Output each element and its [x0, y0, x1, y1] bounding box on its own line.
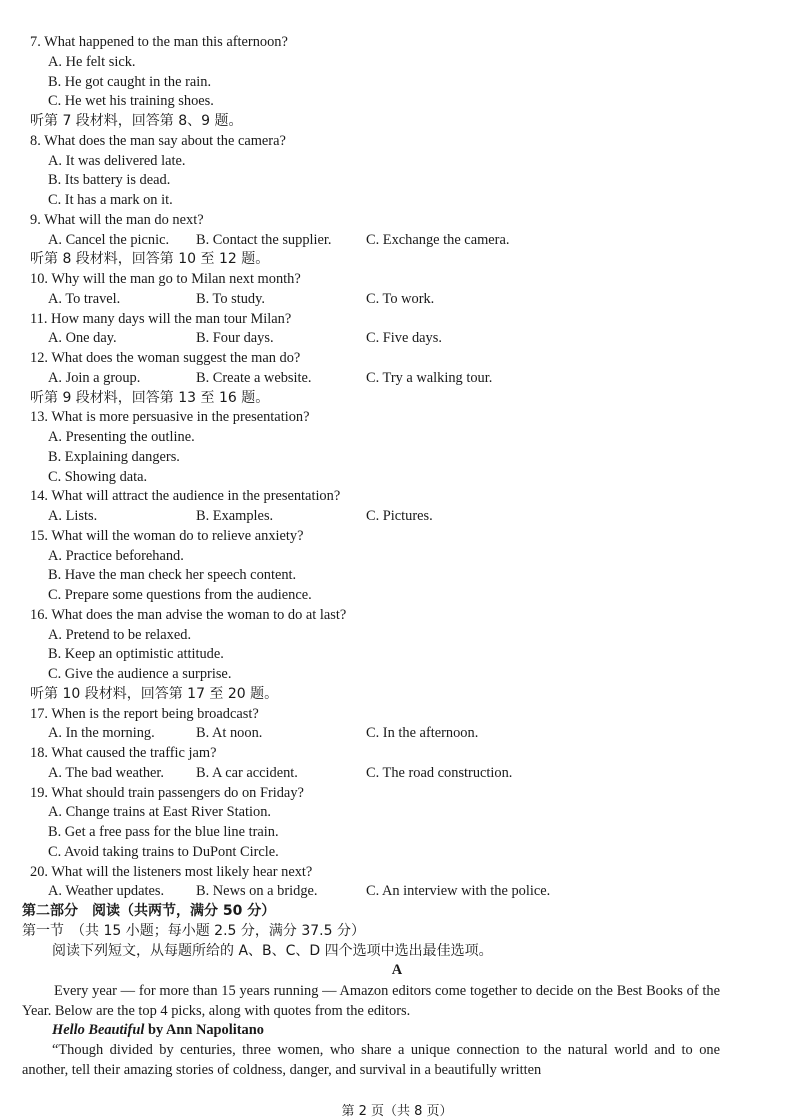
question-stem: 19. What should train passengers do on Friday? [30, 784, 304, 801]
answer-option: C. It has a mark on it. [48, 192, 173, 208]
answer-option: A. Practice beforehand. [48, 547, 184, 564]
answer-option: C. Pictures. [366, 508, 433, 524]
section-instruction: 听第 7 段材料，回答第 8、9 题。 [30, 113, 243, 129]
question-stem: 20. What will the listeners most likely hear next? [30, 863, 313, 880]
answer-option: A. Lists. [48, 508, 98, 524]
answer-option: A. It was delivered late. [48, 152, 186, 169]
book-quote: “Though divided by centuries, three women, who share a unique connection to the natural world and to one another, tell their amazing stories of coldness, danger, and survival in a beautifully written [22, 1041, 720, 1078]
answer-option: C. Exchange the camera. [366, 231, 510, 248]
answer-option: A. The bad weather. [48, 764, 165, 781]
answer-option: C. The road construction. [366, 764, 513, 781]
answer-option: C. Give the audience a surprise. [48, 666, 232, 682]
question-stem: 9. What will the man do next? [30, 211, 204, 228]
section-instruction: 听第 8 段材料，回答第 10 至 12 题。 [30, 251, 270, 268]
answer-option: A. Presenting the outline. [48, 429, 195, 445]
book-author: by Ann Napolitano [144, 1022, 264, 1039]
answer-option: A. Cancel the picnic. [48, 231, 170, 248]
answer-option: C. Five days. [366, 330, 442, 347]
question-stem: 13. What is more persuasive in the presentation? [30, 409, 310, 426]
answer-option: C. Showing data. [48, 468, 148, 485]
question-stem: 11. How many days will the man tour Milan? [30, 310, 292, 327]
answer-option: B. Keep an optimistic attitude. [48, 646, 224, 663]
answer-option: A. One day. [48, 330, 117, 347]
question-stem: 10. Why will the man go to Milan next month? [30, 271, 301, 287]
question-stem: 17. When is the report being broadcast? [30, 705, 259, 722]
answer-option: C. He wet his training shoes. [48, 93, 214, 110]
answer-option: C. Avoid taking trains to DuPont Circle. [48, 843, 279, 860]
answer-option: B. At noon. [196, 725, 263, 742]
page-footer: 第 2 页（共 8 页） [341, 1104, 453, 1119]
answer-option: B. Explaining dangers. [48, 448, 180, 465]
answer-option: B. Its battery is dead. [48, 172, 171, 189]
answer-option: B. Examples. [196, 508, 274, 524]
part-heading: 第二部分 阅读（共两节，满分 50 分） [22, 903, 276, 919]
question-stem: 18. What caused the traffic jam? [30, 745, 217, 761]
answer-option: C. Try a walking tour. [366, 369, 493, 386]
question-stem: 16. What does the man advise the woman to do at last? [30, 606, 347, 623]
answer-option: A. Weather updates. [48, 883, 165, 900]
answer-option: B. He got caught in the rain. [48, 73, 212, 90]
reading-instruction: 阅读下列短文，从每题所给的 A、B、C、D 四个选项中选出最佳选项。 [52, 942, 493, 959]
answer-option: A. In the morning. [48, 725, 155, 742]
answer-option: B. Four days. [196, 330, 274, 347]
answer-option: B. Contact the supplier. [196, 231, 332, 248]
question-stem: 8. What does the man say about the camera? [30, 132, 286, 149]
section-heading: 第一节 （共 15 小题；每小题 2.5 分，满分 37.5 分） [22, 922, 365, 939]
answer-option: B. To study. [196, 290, 265, 307]
answer-option: C. To work. [366, 290, 435, 307]
book-title: Hello Beautiful [52, 1022, 145, 1039]
question-stem: 15. What will the woman do to relieve anxiety? [30, 527, 304, 544]
passage-intro: Every year — for more than 15 years running — Amazon editors come together to decide on the Best Books of the Year. Below are the top 4 picks, along with quotes from the editors. [22, 983, 720, 1019]
answer-option: B. Have the man check her speech content. [48, 567, 297, 584]
answer-option: B. A car accident. [196, 764, 298, 781]
answer-option: A. Join a group. [48, 369, 141, 386]
section-instruction: 听第 9 段材料，回答第 13 至 16 题。 [30, 389, 270, 406]
book-heading [52, 1021, 264, 1040]
answer-option: C. Prepare some questions from the audience. [48, 587, 312, 603]
answer-option: A. Pretend to be relaxed. [48, 626, 192, 643]
answer-option: A. He felt sick. [48, 53, 136, 70]
answer-option: C. An interview with the police. [366, 883, 551, 900]
section-instruction: 听第 10 段材料，回答第 17 至 20 题。 [30, 685, 279, 702]
question-stem: 7. What happened to the man this afternoon? [30, 34, 288, 50]
answer-option: A. To travel. [48, 290, 121, 307]
question-stem: 12. What does the woman suggest the man do? [30, 350, 301, 366]
passage-label: A [391, 962, 403, 979]
question-stem: 14. What will attract the audience in the presentation? [30, 488, 341, 505]
answer-option: B. Get a free pass for the blue line train. [48, 824, 279, 840]
answer-option: C. In the afternoon. [366, 725, 479, 742]
answer-option: B. Create a website. [196, 369, 312, 386]
answer-option: A. Change trains at East River Station. [48, 804, 272, 821]
answer-option: B. News on a bridge. [196, 883, 318, 900]
